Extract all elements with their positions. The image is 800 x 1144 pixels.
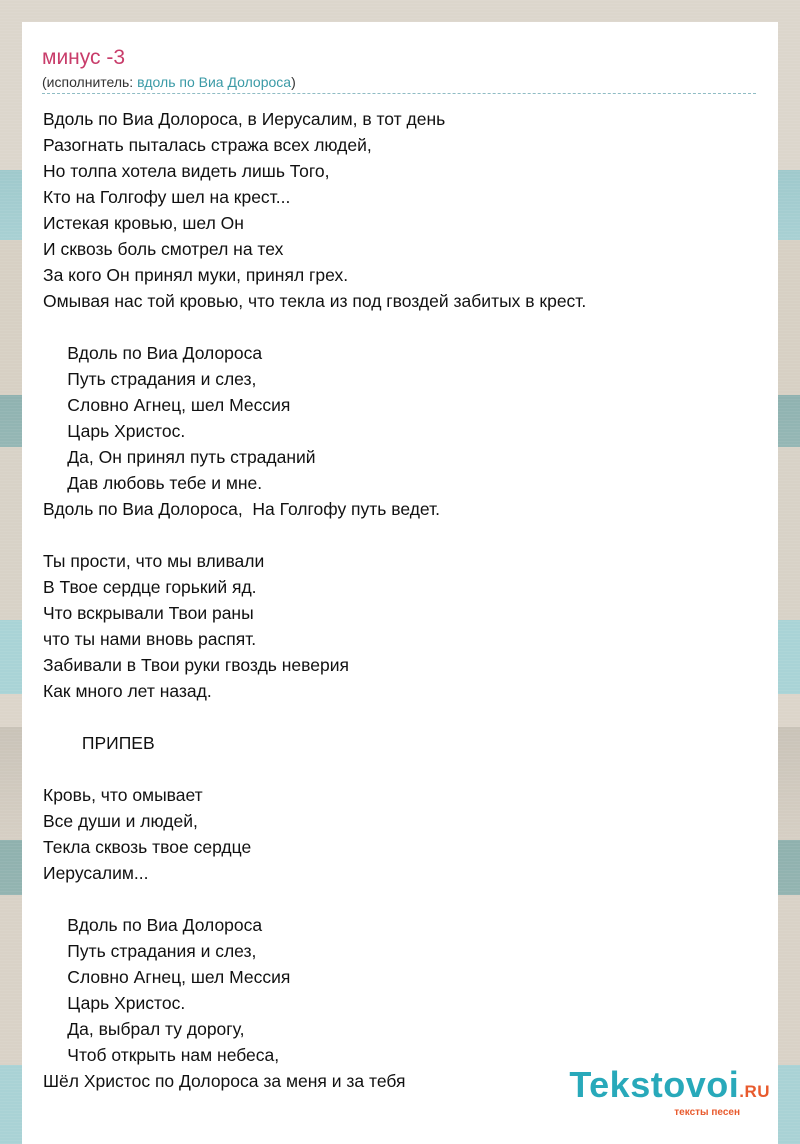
site-logo[interactable] <box>569 1064 770 1118</box>
performer-prefix: (исполнитель: <box>42 74 138 90</box>
lyric-line: Да, выбрал ту дорогу, <box>43 1019 245 1039</box>
lyric-line: Но толпа хотела видеть лишь Того, <box>43 161 330 181</box>
lyric-line: Словно Агнец, шел Мессия <box>43 395 291 415</box>
song-title: минус -3 <box>42 46 126 69</box>
lyric-line: Забивали в Твои руки гвоздь неверия <box>43 655 349 675</box>
lyric-line: Текла сквозь твое сердце <box>43 837 252 857</box>
lyric-line: Как много лет назад. <box>43 681 212 701</box>
lyric-line: Чтоб открыть нам небеса, <box>43 1045 280 1065</box>
performer-suffix: ) <box>291 74 296 90</box>
lyric-line: Что вскрывали Твои раны <box>43 603 254 623</box>
logo-tagline: тексты песен <box>674 1107 740 1118</box>
lyric-line: Иерусалим... <box>43 863 149 883</box>
lyrics-text <box>43 106 586 1094</box>
lyric-line: Вдоль по Виа Долороса <box>43 915 263 935</box>
lyric-line: Омывая нас той кровью, что текла из под гвоздей забитых в крест. <box>43 291 587 311</box>
lyric-line: Кровь, что омывает <box>43 785 203 805</box>
lyric-line: Словно Агнец, шел Мессия <box>43 967 291 987</box>
lyric-line: И сквозь боль смотрел на тех <box>43 239 284 259</box>
lyric-line: Царь Христос. <box>43 421 186 441</box>
lyrics-sheet <box>22 22 778 1144</box>
logo-tld: .RU <box>739 1082 770 1101</box>
lyric-line: За кого Он принял муки, принял грех. <box>43 265 349 285</box>
lyric-line: Вдоль по Виа Долороса, в Иерусалим, в тот день <box>43 109 446 129</box>
lyric-line: ПРИПЕВ <box>43 733 155 753</box>
lyric-line: Все души и людей, <box>43 811 198 831</box>
lyric-line: Царь Христос. <box>43 993 186 1013</box>
lyric-line: Шёл Христос по Долороса за меня и за тебя <box>43 1071 406 1091</box>
lyric-line: Путь страдания и слез, <box>43 369 257 389</box>
lyric-line: В Твое сердце горький яд. <box>43 577 257 597</box>
performer-line <box>42 74 296 90</box>
divider <box>42 93 756 94</box>
lyric-line: Ты прости, что мы вливали <box>43 551 265 571</box>
lyric-line: Вдоль по Виа Долороса, На Голгофу путь ведет. <box>43 499 441 519</box>
lyric-line: Да, Он принял путь страданий <box>43 447 316 467</box>
lyric-line: Разогнать пыталась стража всех людей, <box>43 135 372 155</box>
lyric-line: Путь страдания и слез, <box>43 941 257 961</box>
lyric-line: Истекая кровью, шел Он <box>43 213 244 233</box>
logo-name: Tekstovoi <box>569 1064 740 1105</box>
performer-link[interactable]: вдоль по Виа Долороса <box>137 74 292 90</box>
lyric-line: Кто на Голгофу шел на крест... <box>43 187 291 207</box>
lyric-line: Вдоль по Виа Долороса <box>43 343 263 363</box>
lyric-line: Дав любовь тебе и мне. <box>43 473 263 493</box>
lyric-line: что ты нами вновь распят. <box>43 629 257 649</box>
